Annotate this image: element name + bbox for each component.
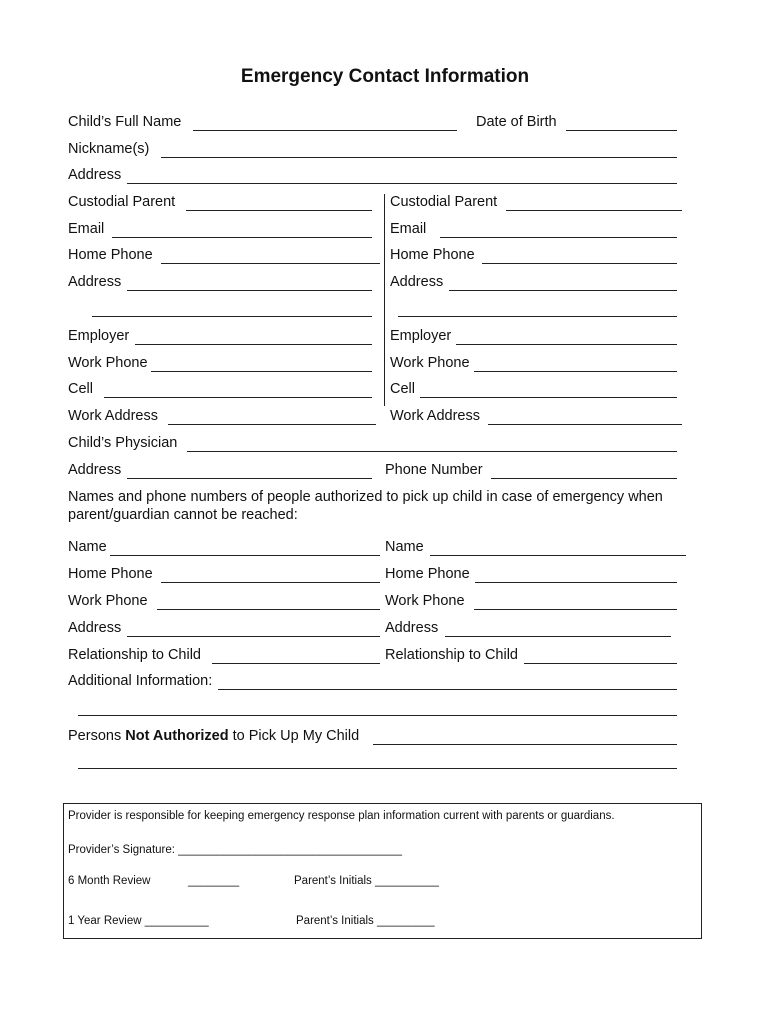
right-contact-home-phone-label: Home Phone [385,566,470,582]
left-address-label: Address [68,274,122,290]
page-title: Emergency Contact Information [240,66,530,87]
right-employer-field[interactable] [456,344,677,345]
right-email-label: Email [390,221,427,237]
left-work-address-label: Work Address [68,408,158,424]
right-home-phone-field[interactable] [482,263,677,264]
right-address-line-2[interactable] [398,316,677,317]
left-contact-name-field[interactable] [110,555,380,556]
right-contact-work-phone-label: Work Phone [385,593,465,609]
authorized-intro-line-2: parent/guardian cannot be reached: [68,507,298,523]
right-custodial-parent-label: Custodial Parent [390,194,498,210]
additional-information-label: Additional Information: [68,673,213,689]
parents-initials-one-year[interactable]: Parent’s Initials _________ [296,915,435,927]
right-custodial-parent-field[interactable] [506,210,682,211]
six-month-review-label: 6 Month Review [68,875,151,887]
left-contact-relationship-field[interactable] [212,663,380,664]
not-authorized-suffix: to Pick Up My Child [228,728,360,744]
provider-notice: Provider is responsible for keeping emergency response plan information current with parents or guardians. [68,810,615,822]
left-contact-address-field[interactable] [127,636,380,637]
right-work-address-label: Work Address [390,408,480,424]
address-label: Address [68,167,122,183]
right-address-field[interactable] [449,290,677,291]
additional-information-line-2[interactable] [78,715,677,716]
date-of-birth-label: Date of Birth [476,114,557,130]
left-employer-field[interactable] [135,344,372,345]
nicknames-field[interactable] [161,157,677,158]
left-contact-work-phone-field[interactable] [157,609,380,610]
not-authorized-emphasis: Not Authorized [125,728,229,744]
left-contact-address-label: Address [68,620,122,636]
left-employer-label: Employer [68,328,130,344]
left-contact-name-label: Name [68,539,107,555]
not-authorized-line-2[interactable] [78,768,677,769]
right-home-phone-label: Home Phone [390,247,475,263]
left-contact-relationship-label: Relationship to Child [68,647,201,663]
right-contact-home-phone-field[interactable] [475,582,677,583]
additional-information-field[interactable] [218,689,677,690]
left-contact-home-phone-field[interactable] [161,582,380,583]
right-cell-field[interactable] [420,397,677,398]
left-email-label: Email [68,221,105,237]
left-home-phone-field[interactable] [161,263,380,264]
right-contact-address-label: Address [385,620,439,636]
not-authorized-label [68,728,359,745]
left-work-address-field[interactable] [168,424,376,425]
childs-physician-label: Child’s Physician [68,435,178,451]
right-contact-relationship-label: Relationship to Child [385,647,518,663]
address-field[interactable] [127,183,677,184]
right-employer-label: Employer [390,328,452,344]
right-email-field[interactable] [440,237,677,238]
left-cell-label: Cell [68,381,93,397]
nicknames-label: Nickname(s) [68,141,150,157]
childs-full-name-label: Child’s Full Name [68,114,182,130]
phone-number-label: Phone Number [385,462,483,478]
right-contact-work-phone-field[interactable] [474,609,677,610]
right-contact-name-label: Name [385,539,424,555]
left-address-field[interactable] [127,290,372,291]
authorized-intro-line-1: Names and phone numbers of people authorized to pick up child in case of emergency when [68,489,663,505]
right-work-phone-label: Work Phone [390,355,470,371]
physician-address-label: Address [68,462,122,478]
left-custodial-parent-label: Custodial Parent [68,194,176,210]
not-authorized-field[interactable] [373,744,677,745]
left-contact-work-phone-label: Work Phone [68,593,148,609]
childs-physician-field[interactable] [187,451,677,452]
left-email-field[interactable] [112,237,372,238]
left-work-phone-label: Work Phone [68,355,148,371]
right-contact-relationship-field[interactable] [524,663,677,664]
childs-full-name-field[interactable] [193,130,457,131]
right-work-address-field[interactable] [488,424,682,425]
left-work-phone-field[interactable] [151,371,372,372]
one-year-review[interactable]: 1 Year Review __________ [68,915,209,927]
right-work-phone-field[interactable] [474,371,677,372]
parents-initials-six-month[interactable]: Parent’s Initials __________ [294,875,439,887]
physician-address-field[interactable] [127,478,372,479]
not-authorized-prefix: Persons [68,728,126,744]
parent-column-divider [384,194,385,406]
phone-number-field[interactable] [491,478,677,479]
right-contact-address-field[interactable] [445,636,671,637]
left-cell-field[interactable] [104,397,372,398]
left-custodial-parent-field[interactable] [186,210,372,211]
right-contact-name-field[interactable] [430,555,686,556]
right-address-label: Address [390,274,444,290]
provider-signature[interactable]: Provider’s Signature: ___________________________________ [68,844,403,856]
right-cell-label: Cell [390,381,415,397]
six-month-review-field[interactable]: ________ [188,875,240,887]
date-of-birth-field[interactable] [566,130,677,131]
left-contact-home-phone-label: Home Phone [68,566,153,582]
left-address-line-2[interactable] [92,316,372,317]
left-home-phone-label: Home Phone [68,247,153,263]
